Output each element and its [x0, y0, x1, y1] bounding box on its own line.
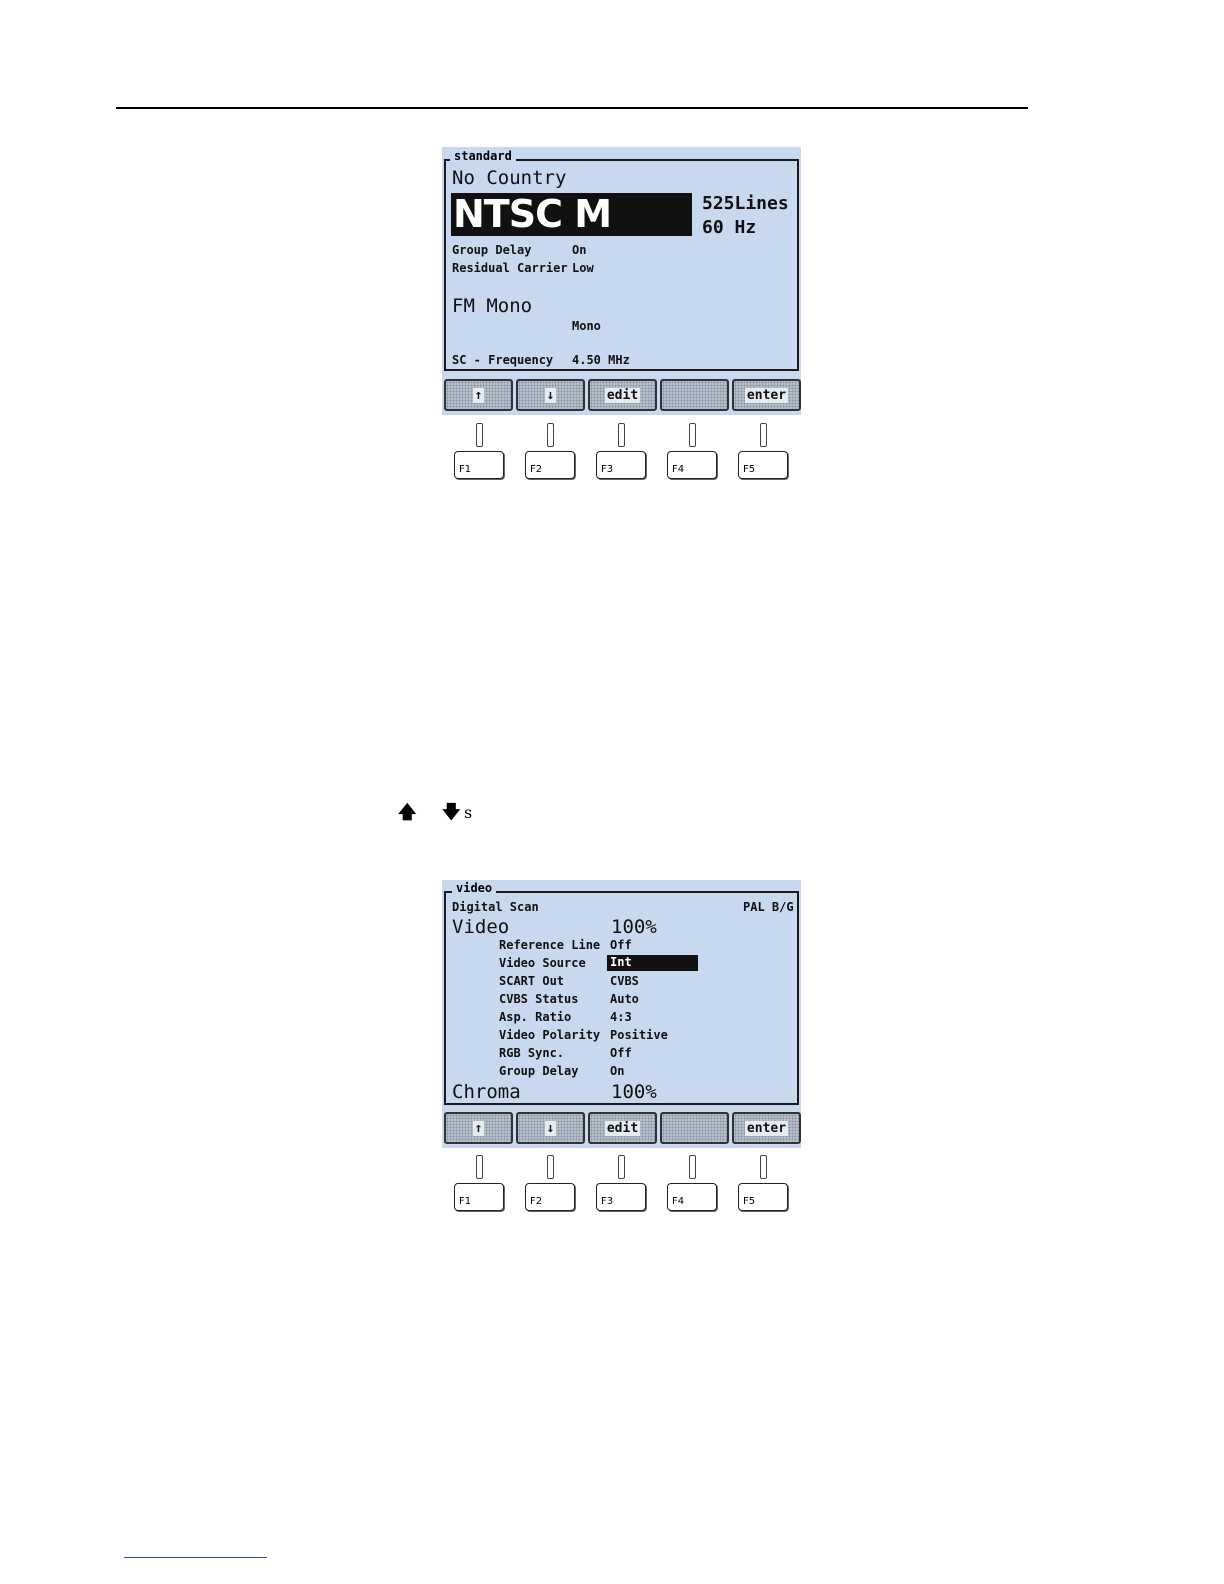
body-text: s	[464, 803, 473, 822]
standard-label: PAL B/G	[743, 900, 794, 914]
softkey-enter[interactable]	[732, 1112, 801, 1144]
down-arrow-icon: ↓	[546, 1120, 555, 1136]
hz-value: 60 Hz	[702, 217, 757, 238]
row-label: Asp. Ratio	[499, 1010, 572, 1024]
down-arrow-icon: ↓	[546, 387, 555, 403]
softkey-down[interactable]	[516, 1112, 585, 1144]
screen-title: video	[452, 881, 496, 895]
f4-key[interactable]	[667, 451, 717, 479]
sound-mode: Mono	[572, 319, 601, 333]
row-value: Auto	[610, 992, 639, 1006]
key-label: F2	[530, 464, 543, 475]
softkey-label: enter	[746, 1120, 787, 1136]
softkey-up[interactable]	[444, 379, 513, 411]
key-stem	[760, 1155, 767, 1179]
row-value: Off	[610, 1046, 632, 1060]
key-stem	[476, 1155, 483, 1179]
key-label: F3	[601, 464, 614, 475]
row-label: Video Polarity	[499, 1028, 601, 1042]
key-label: F3	[601, 1196, 614, 1207]
key-label: F2	[530, 1196, 543, 1207]
row-label: Video Source	[499, 956, 586, 970]
row-value: On	[572, 243, 587, 257]
row-value: On	[610, 1064, 625, 1078]
screen-title: standard	[450, 149, 516, 163]
key-stem	[618, 423, 625, 447]
key-stem	[760, 423, 767, 447]
footer-link-rule	[124, 1557, 267, 1558]
softkey-down[interactable]	[516, 379, 585, 411]
row-label: Group Delay	[452, 243, 532, 257]
up-arrow-icon: ↑	[474, 387, 483, 403]
softkey-bar	[444, 379, 801, 411]
row-value: 4:3	[610, 1010, 632, 1024]
f3-key[interactable]	[596, 1183, 646, 1211]
sound-label: FM Mono	[452, 295, 533, 317]
sc-frequency-value: 4.50 MHz	[572, 353, 630, 367]
softkey-edit[interactable]	[588, 1112, 657, 1144]
row-value: Off	[610, 938, 632, 952]
video-percent: 100%	[611, 916, 657, 938]
row-label: Residual Carrier	[452, 261, 568, 275]
row-value: Int	[610, 955, 632, 969]
row-label: CVBS Status	[499, 992, 579, 1006]
standard-screen	[442, 147, 801, 415]
softkey-blank[interactable]	[660, 1112, 729, 1144]
softkey-label: enter	[746, 387, 787, 403]
softkey-label: edit	[606, 1120, 639, 1136]
key-label: F4	[672, 464, 685, 475]
key-label: F4	[672, 1196, 685, 1207]
f4-key[interactable]	[667, 1183, 717, 1211]
key-stem	[618, 1155, 625, 1179]
softkey-label: edit	[606, 387, 639, 403]
key-stem	[547, 423, 554, 447]
row-label: SCART Out	[499, 974, 565, 988]
key-stem	[547, 1155, 554, 1179]
key-label: F5	[743, 1196, 756, 1207]
f2-key[interactable]	[525, 1183, 575, 1211]
row-label: RGB Sync.	[499, 1046, 565, 1060]
row-value: Low	[572, 261, 594, 275]
video-screen	[442, 880, 801, 1148]
down-arrow-icon: 🡇	[442, 802, 461, 823]
key-stem	[689, 1155, 696, 1179]
key-label: F1	[459, 464, 472, 475]
key-stem	[689, 423, 696, 447]
softkey-blank[interactable]	[660, 379, 729, 411]
f2-key[interactable]	[525, 451, 575, 479]
row-label: Reference Line	[499, 938, 601, 952]
row-value: Positive	[610, 1028, 668, 1042]
f5-key[interactable]	[738, 1183, 788, 1211]
video-source-selected[interactable]	[607, 955, 698, 971]
header-rule	[116, 107, 1028, 109]
up-arrow-icon: ↑	[474, 1120, 483, 1136]
softkey-enter[interactable]	[732, 379, 801, 411]
scan-label: Digital Scan	[452, 900, 539, 914]
softkey-up[interactable]	[444, 1112, 513, 1144]
chroma-label: Chroma	[452, 1081, 521, 1103]
lines-value: 525Lines	[702, 193, 789, 214]
chroma-percent: 100%	[611, 1081, 657, 1103]
up-arrow-icon: 🡅	[398, 802, 417, 823]
sc-frequency-label: SC - Frequency	[452, 353, 554, 367]
row-label: Group Delay	[499, 1064, 579, 1078]
key-stem	[476, 423, 483, 447]
standard-value: NTSC M	[453, 192, 612, 236]
row-value: CVBS	[610, 974, 639, 988]
f5-key[interactable]	[738, 451, 788, 479]
f1-key[interactable]	[454, 451, 504, 479]
softkey-bar	[444, 1112, 801, 1144]
key-label: F5	[743, 464, 756, 475]
key-label: F1	[459, 1196, 472, 1207]
video-label: Video	[452, 916, 510, 938]
softkey-edit[interactable]	[588, 379, 657, 411]
country-label: No Country	[452, 167, 567, 189]
f3-key[interactable]	[596, 451, 646, 479]
f1-key[interactable]	[454, 1183, 504, 1211]
standard-highlight[interactable]	[451, 193, 692, 236]
